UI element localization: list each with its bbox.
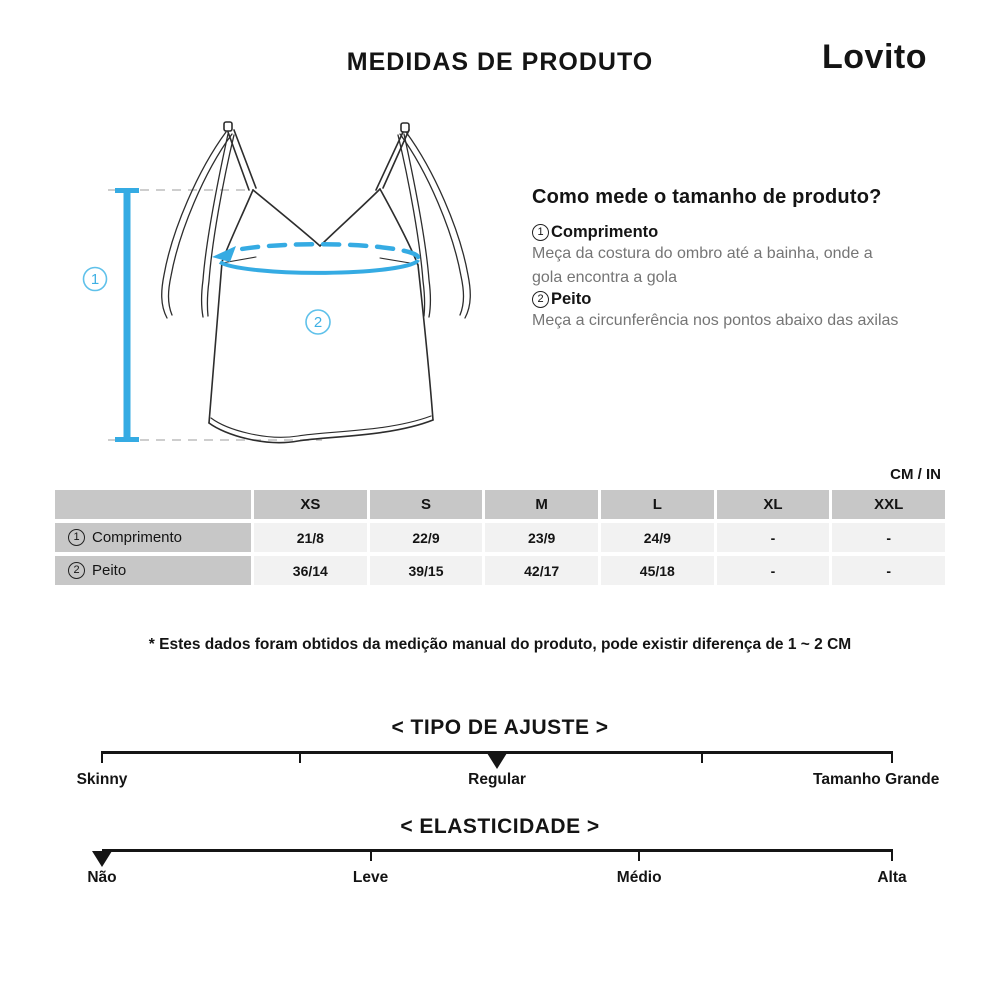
row-1-circled-number: 1 [68,529,85,546]
measure-item-length-desc: Meça da costura do ombro até a bainha, onde a gola encontra a gola [532,245,873,286]
fit-marker-triangle [487,753,507,769]
callout-2 [306,310,330,334]
column-header-l: L [601,490,714,519]
row-label-peito [55,556,251,585]
brand-logo: Lovito [822,38,927,76]
elasticity-label-leve: Leve [352,869,389,886]
callout-1 [84,268,107,291]
measure-item-length [532,223,904,242]
table-cell: - [717,523,830,552]
elasticity-tick [638,849,640,861]
page-title: MEDIDAS DE PRODUTO [346,48,654,76]
elasticity-label-alta: Alta [877,869,907,886]
column-header-xs: XS [254,490,367,519]
measure-item-chest-desc: Meça a circunferência nos pontos abaixo das axilas [532,312,899,329]
fit-type-scale [76,751,940,793]
measure-item-chest-name: Peito [551,290,592,308]
camisole-outline [162,122,471,443]
table-cell: 21/8 [254,523,367,552]
table-cell: 39/15 [370,556,483,585]
fit-tick [299,751,301,763]
elasticity-heading: < ELASTICIDADE > [400,815,600,838]
elasticity-marker-triangle [92,851,112,867]
row-2-circled-number: 2 [68,562,85,579]
length-measure-bar [115,188,139,442]
fit-label-skinny: Skinny [76,771,128,788]
callout-1-number: 1 [90,271,100,288]
elasticity-tick [891,849,893,861]
table-cell: 22/9 [370,523,483,552]
column-header-m: M [485,490,598,519]
fit-label-tamanho-grande: Tamanho Grande [813,771,940,788]
elasticity-scale-line [102,849,892,852]
elasticity-scale [87,849,907,891]
unit-label: CM / IN [890,466,941,483]
measurement-disclaimer: * Estes dados foram obtidos da medição manual do produto, pode existir diferença de 1 ~ 2 CM [148,636,852,653]
table-cell: - [832,556,945,585]
table-cell: - [717,556,830,585]
row-2-label-text: Peito [92,562,127,579]
table-corner-cell [55,490,251,519]
instructions-heading: Como mede o tamanho de produto? [532,186,882,208]
size-table [55,490,945,585]
table-cell: 23/9 [485,523,598,552]
fit-type-heading: < TIPO DE AJUSTE > [391,716,609,739]
fit-label-regular: Regular [468,771,526,788]
circled-number-1: 1 [532,224,549,241]
fit-tick [891,751,893,763]
table-cell: - [832,523,945,552]
elasticity-tick [370,849,372,861]
elasticity-label-nao: Não [87,869,117,886]
circled-number-2: 2 [532,291,549,308]
fit-tick [101,751,103,763]
column-header-s: S [370,490,483,519]
chest-measure-ellipse [212,244,418,273]
row-1-label-text: Comprimento [92,529,183,546]
measure-item-length-name: Comprimento [551,223,659,241]
table-cell: 36/14 [254,556,367,585]
table-cell: 42/17 [485,556,598,585]
table-cell: 45/18 [601,556,714,585]
callout-2-number: 2 [313,314,323,331]
elasticity-label-medio: Médio [616,869,662,886]
column-header-xxl: XXL [832,490,945,519]
column-header-xl: XL [717,490,830,519]
garment-diagram [60,110,520,460]
measure-item-chest [532,290,904,309]
row-label-comprimento [55,523,251,552]
fit-tick [701,751,703,763]
table-cell: 24/9 [601,523,714,552]
measure-instructions [532,186,904,333]
